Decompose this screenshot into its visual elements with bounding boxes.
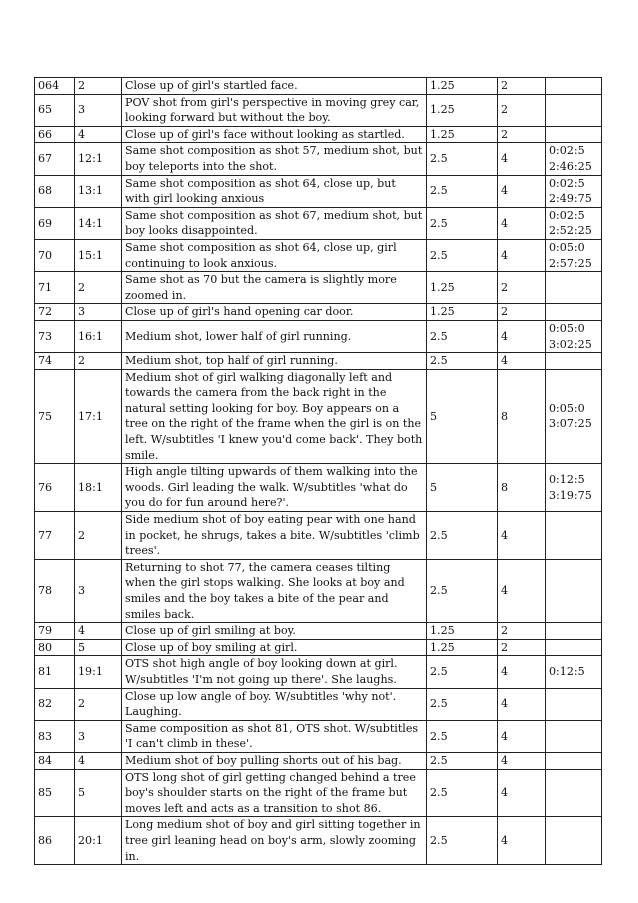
table-row xyxy=(35,126,602,143)
duration-cell: 1.25 xyxy=(427,272,498,304)
timecode-cell xyxy=(546,559,602,622)
frames-cell: 4 xyxy=(498,769,546,817)
scene-cell: 12:1 xyxy=(75,143,122,175)
duration-cell: 2.5 xyxy=(427,656,498,688)
timecode-cell: 0:12:5 xyxy=(546,656,602,688)
timecode-cell xyxy=(546,623,602,640)
timecode-cell xyxy=(546,639,602,656)
table-row xyxy=(35,623,602,640)
table-row xyxy=(35,688,602,720)
frames-cell: 2 xyxy=(498,639,546,656)
scene-cell: 2 xyxy=(75,688,122,720)
frames-cell: 4 xyxy=(498,512,546,560)
shot-list-document xyxy=(34,77,601,865)
table-row xyxy=(35,512,602,560)
shot-list-body xyxy=(35,78,602,865)
frames-cell: 4 xyxy=(498,720,546,752)
table-row xyxy=(35,94,602,126)
duration-cell: 1.25 xyxy=(427,623,498,640)
table-row xyxy=(35,559,602,622)
description-cell: Medium shot, top half of girl running. xyxy=(122,353,427,370)
duration-cell: 2.5 xyxy=(427,207,498,239)
shot-number-cell: 76 xyxy=(35,464,75,512)
table-row xyxy=(35,752,602,769)
shot-number-cell: 69 xyxy=(35,207,75,239)
scene-cell: 5 xyxy=(75,769,122,817)
description-cell: Side medium shot of boy eating pear with one hand in pocket, he shrugs, takes a bite. W/subtitles 'climb trees'. xyxy=(122,512,427,560)
description-cell: Medium shot of boy pulling shorts out of his bag. xyxy=(122,752,427,769)
shot-number-cell: 82 xyxy=(35,688,75,720)
shot-number-cell: 71 xyxy=(35,272,75,304)
timecode-cell: 0:05:0 3:02:25 xyxy=(546,320,602,352)
timecode-cell: 0:12:5 3:19:75 xyxy=(546,464,602,512)
table-row xyxy=(35,817,602,865)
timecode-cell xyxy=(546,272,602,304)
scene-cell: 14:1 xyxy=(75,207,122,239)
timecode-cell xyxy=(546,94,602,126)
timecode-cell: 0:05:0 3:07:25 xyxy=(546,369,602,464)
table-row xyxy=(35,769,602,817)
description-cell: Same shot composition as shot 67, medium shot, but boy looks disappointed. xyxy=(122,207,427,239)
frames-cell: 4 xyxy=(498,817,546,865)
description-cell: POV shot from girl's perspective in moving grey car, looking forward but without the boy. xyxy=(122,94,427,126)
duration-cell: 2.5 xyxy=(427,720,498,752)
scene-cell: 3 xyxy=(75,720,122,752)
shot-number-cell: 68 xyxy=(35,175,75,207)
scene-cell: 13:1 xyxy=(75,175,122,207)
timecode-cell xyxy=(546,752,602,769)
frames-cell: 2 xyxy=(498,126,546,143)
timecode-cell xyxy=(546,353,602,370)
description-cell: Returning to shot 77, the camera ceases tilting when the girl stops walking. She looks at boy and smiles and the boy takes a bite of the pear and smiles back. xyxy=(122,559,427,622)
frames-cell: 2 xyxy=(498,78,546,95)
duration-cell: 2.5 xyxy=(427,143,498,175)
description-cell: Long medium shot of boy and girl sitting together in tree girl leaning head on boy's arm, slowly zooming in. xyxy=(122,817,427,865)
duration-cell: 2.5 xyxy=(427,239,498,271)
scene-cell: 19:1 xyxy=(75,656,122,688)
scene-cell: 15:1 xyxy=(75,239,122,271)
duration-cell: 1.25 xyxy=(427,304,498,321)
table-row xyxy=(35,720,602,752)
description-cell: Same shot composition as shot 64, close up, girl continuing to look anxious. xyxy=(122,239,427,271)
description-cell: OTS shot high angle of boy looking down at girl. W/subtitles 'I'm not going up there'. She laughs. xyxy=(122,656,427,688)
scene-cell: 3 xyxy=(75,94,122,126)
table-row xyxy=(35,320,602,352)
table-row xyxy=(35,207,602,239)
shot-number-cell: 73 xyxy=(35,320,75,352)
description-cell: Close up of boy smiling at girl. xyxy=(122,639,427,656)
frames-cell: 4 xyxy=(498,239,546,271)
description-cell: Same composition as shot 81, OTS shot. W/subtitles 'I can't climb in these'. xyxy=(122,720,427,752)
duration-cell: 1.25 xyxy=(427,126,498,143)
scene-cell: 16:1 xyxy=(75,320,122,352)
shot-number-cell: 85 xyxy=(35,769,75,817)
timecode-cell xyxy=(546,720,602,752)
scene-cell: 4 xyxy=(75,126,122,143)
table-row xyxy=(35,304,602,321)
timecode-cell xyxy=(546,769,602,817)
description-cell: Same shot composition as shot 64, close up, but with girl looking anxious xyxy=(122,175,427,207)
table-row xyxy=(35,272,602,304)
scene-cell: 20:1 xyxy=(75,817,122,865)
table-row xyxy=(35,353,602,370)
frames-cell: 8 xyxy=(498,464,546,512)
scene-cell: 2 xyxy=(75,272,122,304)
frames-cell: 2 xyxy=(498,304,546,321)
frames-cell: 2 xyxy=(498,272,546,304)
shot-number-cell: 66 xyxy=(35,126,75,143)
timecode-cell: 0:05:0 2:57:25 xyxy=(546,239,602,271)
duration-cell: 2.5 xyxy=(427,559,498,622)
table-row xyxy=(35,78,602,95)
shot-number-cell: 65 xyxy=(35,94,75,126)
scene-cell: 3 xyxy=(75,559,122,622)
duration-cell: 5 xyxy=(427,369,498,464)
timecode-cell xyxy=(546,304,602,321)
frames-cell: 4 xyxy=(498,688,546,720)
description-cell: Same shot composition as shot 57, medium shot, but boy teleports into the shot. xyxy=(122,143,427,175)
description-cell: Close up low angle of boy. W/subtitles 'why not'. Laughing. xyxy=(122,688,427,720)
description-cell: Medium shot, lower half of girl running. xyxy=(122,320,427,352)
shot-number-cell: 83 xyxy=(35,720,75,752)
scene-cell: 2 xyxy=(75,353,122,370)
duration-cell: 2.5 xyxy=(427,512,498,560)
scene-cell: 5 xyxy=(75,639,122,656)
frames-cell: 4 xyxy=(498,143,546,175)
duration-cell: 1.25 xyxy=(427,78,498,95)
description-cell: OTS long shot of girl getting changed behind a tree boy's shoulder starts on the right of the frame but moves left and acts as a transition to shot 86. xyxy=(122,769,427,817)
timecode-cell: 0:02:5 2:46:25 xyxy=(546,143,602,175)
duration-cell: 2.5 xyxy=(427,353,498,370)
scene-cell: 18:1 xyxy=(75,464,122,512)
scene-cell: 4 xyxy=(75,623,122,640)
shot-number-cell: 78 xyxy=(35,559,75,622)
duration-cell: 5 xyxy=(427,464,498,512)
frames-cell: 4 xyxy=(498,207,546,239)
timecode-cell: 0:02:5 2:52:25 xyxy=(546,207,602,239)
description-cell: Medium shot of girl walking diagonally left and towards the camera from the back right in the natural setting looking for boy. Boy appears on a tree on the right of the frame when the girl is on the left. W/subtitles 'I knew you'd come back'. They both smile. xyxy=(122,369,427,464)
duration-cell: 1.25 xyxy=(427,639,498,656)
duration-cell: 2.5 xyxy=(427,688,498,720)
shot-number-cell: 75 xyxy=(35,369,75,464)
frames-cell: 4 xyxy=(498,175,546,207)
description-cell: High angle tilting upwards of them walking into the woods. Girl leading the walk. W/subtitles 'what do you do for fun around here?'. xyxy=(122,464,427,512)
shot-number-cell: 67 xyxy=(35,143,75,175)
table-row xyxy=(35,239,602,271)
frames-cell: 2 xyxy=(498,623,546,640)
frames-cell: 4 xyxy=(498,559,546,622)
description-cell: Close up of girl's startled face. xyxy=(122,78,427,95)
description-cell: Same shot as 70 but the camera is slightly more zoomed in. xyxy=(122,272,427,304)
table-row xyxy=(35,369,602,464)
scene-cell: 2 xyxy=(75,512,122,560)
description-cell: Close up of girl smiling at boy. xyxy=(122,623,427,640)
shot-number-cell: 77 xyxy=(35,512,75,560)
table-row xyxy=(35,143,602,175)
shot-number-cell: 80 xyxy=(35,639,75,656)
frames-cell: 8 xyxy=(498,369,546,464)
frames-cell: 4 xyxy=(498,656,546,688)
frames-cell: 4 xyxy=(498,353,546,370)
scene-cell: 17:1 xyxy=(75,369,122,464)
shot-number-cell: 74 xyxy=(35,353,75,370)
table-row xyxy=(35,464,602,512)
frames-cell: 2 xyxy=(498,94,546,126)
duration-cell: 2.5 xyxy=(427,752,498,769)
timecode-cell xyxy=(546,78,602,95)
duration-cell: 1.25 xyxy=(427,94,498,126)
scene-cell: 2 xyxy=(75,78,122,95)
shot-number-cell: 86 xyxy=(35,817,75,865)
timecode-cell xyxy=(546,688,602,720)
timecode-cell xyxy=(546,126,602,143)
shot-number-cell: 84 xyxy=(35,752,75,769)
duration-cell: 2.5 xyxy=(427,320,498,352)
frames-cell: 4 xyxy=(498,752,546,769)
table-row xyxy=(35,639,602,656)
shot-number-cell: 70 xyxy=(35,239,75,271)
scene-cell: 3 xyxy=(75,304,122,321)
description-cell: Close up of girl's face without looking as startled. xyxy=(122,126,427,143)
description-cell: Close up of girl's hand opening car door. xyxy=(122,304,427,321)
shot-number-cell: 064 xyxy=(35,78,75,95)
timecode-cell: 0:02:5 2:49:75 xyxy=(546,175,602,207)
table-row xyxy=(35,175,602,207)
table-row xyxy=(35,656,602,688)
frames-cell: 4 xyxy=(498,320,546,352)
duration-cell: 2.5 xyxy=(427,175,498,207)
shot-number-cell: 72 xyxy=(35,304,75,321)
timecode-cell xyxy=(546,817,602,865)
timecode-cell xyxy=(546,512,602,560)
shot-number-cell: 81 xyxy=(35,656,75,688)
duration-cell: 2.5 xyxy=(427,817,498,865)
scene-cell: 4 xyxy=(75,752,122,769)
shot-number-cell: 79 xyxy=(35,623,75,640)
shot-list-table xyxy=(34,77,602,865)
duration-cell: 2.5 xyxy=(427,769,498,817)
